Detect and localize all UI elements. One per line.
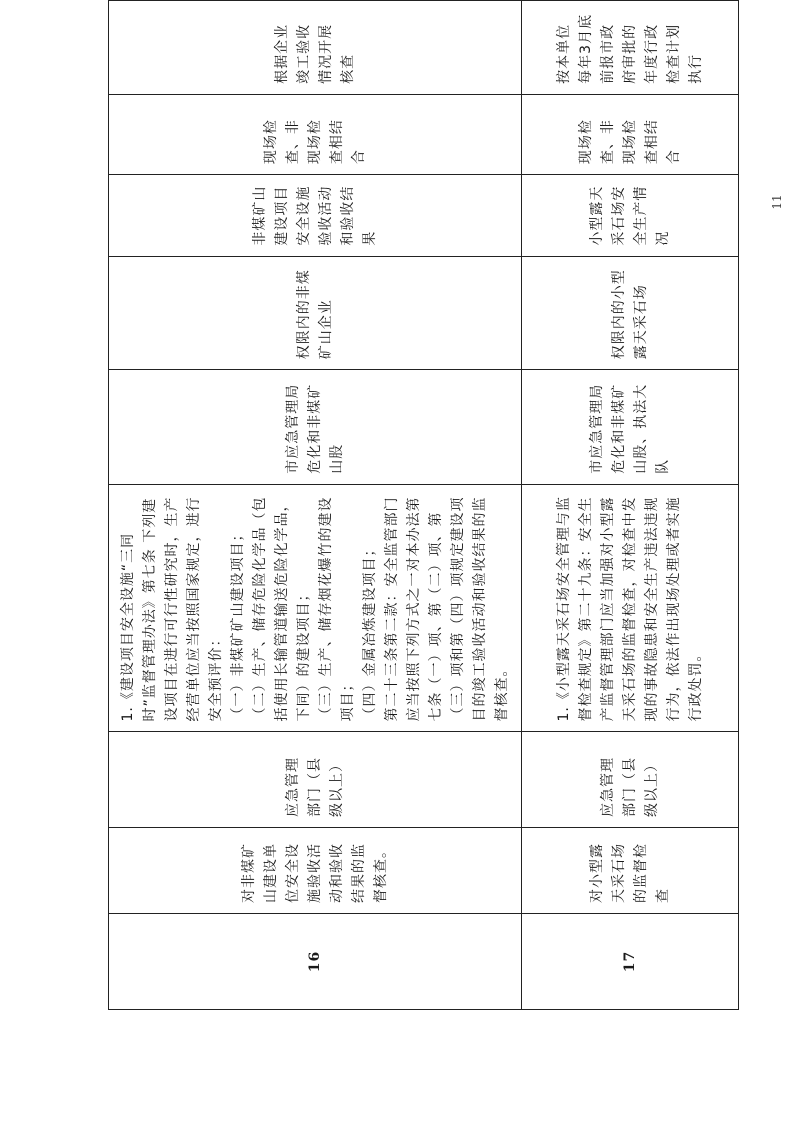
inspection-method: 现场检查、非现场检查相结合 bbox=[109, 94, 522, 174]
inspection-table bbox=[108, 0, 739, 1010]
legal-basis bbox=[109, 484, 522, 732]
inspection-subject: 市应急管理局危化和非煤矿山股、执法大队 bbox=[522, 370, 739, 484]
page-number: 11 bbox=[770, 194, 784, 210]
legal-basis-paragraph: 第二十三条第二款：安全监管部门应当按照下列方式之一对本办法第七条（一）项、第（二）项、第（三）项和第（四）项规定建设项目的竣工验收活动和验收结果的监督核查。 bbox=[384, 496, 510, 722]
inspection-content: 小型露天采石场安全生产情况 bbox=[522, 175, 739, 256]
department: 应急管理部门（县级以上） bbox=[522, 732, 739, 828]
legal-basis-paragraph: 1.《小型露天采石场安全管理与监督检查规定》第二十九条：安全生产监督管理部门应当加强对小型露天采石场的监督检查，对检查中发现的事故隐患和安全生产违法违规行为，依法作出现场处理或者实施行政处罚。 bbox=[556, 496, 704, 722]
row-number: 17 bbox=[522, 914, 739, 1010]
inspection-content: 非煤矿山建设项目安全设施验收活动和验收结果 bbox=[109, 175, 522, 256]
inspection-method: 现场检查、非现场检查相结合 bbox=[522, 94, 739, 174]
legal-basis-paragraph: （四）金属冶炼建设项目； bbox=[362, 541, 378, 722]
row-number: 16 bbox=[109, 914, 522, 1010]
department: 应急管理部门（县级以上） bbox=[109, 732, 522, 828]
legal-basis-paragraph: （二）生产、储存危险化学品（包括使用长输管道输送危险化学品，下同）的建设项目； bbox=[252, 496, 312, 722]
table-row bbox=[522, 1, 739, 1010]
legal-basis-paragraph: （一）非煤矿矿山建设项目； bbox=[230, 526, 246, 722]
legal-basis-paragraph: 1.《建设项目安全设施“三同时”监督管理办法》第七条 下列建设项目在进行可行性研究时，生产经营单位应当按照国家规定，进行安全预评价： bbox=[120, 496, 224, 722]
table-row bbox=[109, 1, 522, 1010]
inspection-scope: 权限内的非煤矿山企业 bbox=[109, 256, 522, 370]
legal-basis-paragraph: （三）生产、储存烟花爆竹的建设项目； bbox=[318, 496, 356, 722]
inspection-frequency: 根据企业竣工验收情况开展核查 bbox=[109, 1, 522, 95]
inspection-item: 对非煤矿山建设单位安全设施验收活动和验收结果的监督核查。 bbox=[109, 827, 522, 913]
inspection-frequency: 按本单位每年3月底前报市政府审批的年度行政检查计划执行 bbox=[522, 1, 739, 95]
inspection-item: 对小型露天采石场的监督检查 bbox=[522, 827, 739, 913]
inspection-scope: 权限内的小型露天采石场 bbox=[522, 256, 739, 370]
legal-basis bbox=[522, 484, 739, 732]
inspection-subject: 市应急管理局危化和非煤矿山股 bbox=[109, 370, 522, 484]
